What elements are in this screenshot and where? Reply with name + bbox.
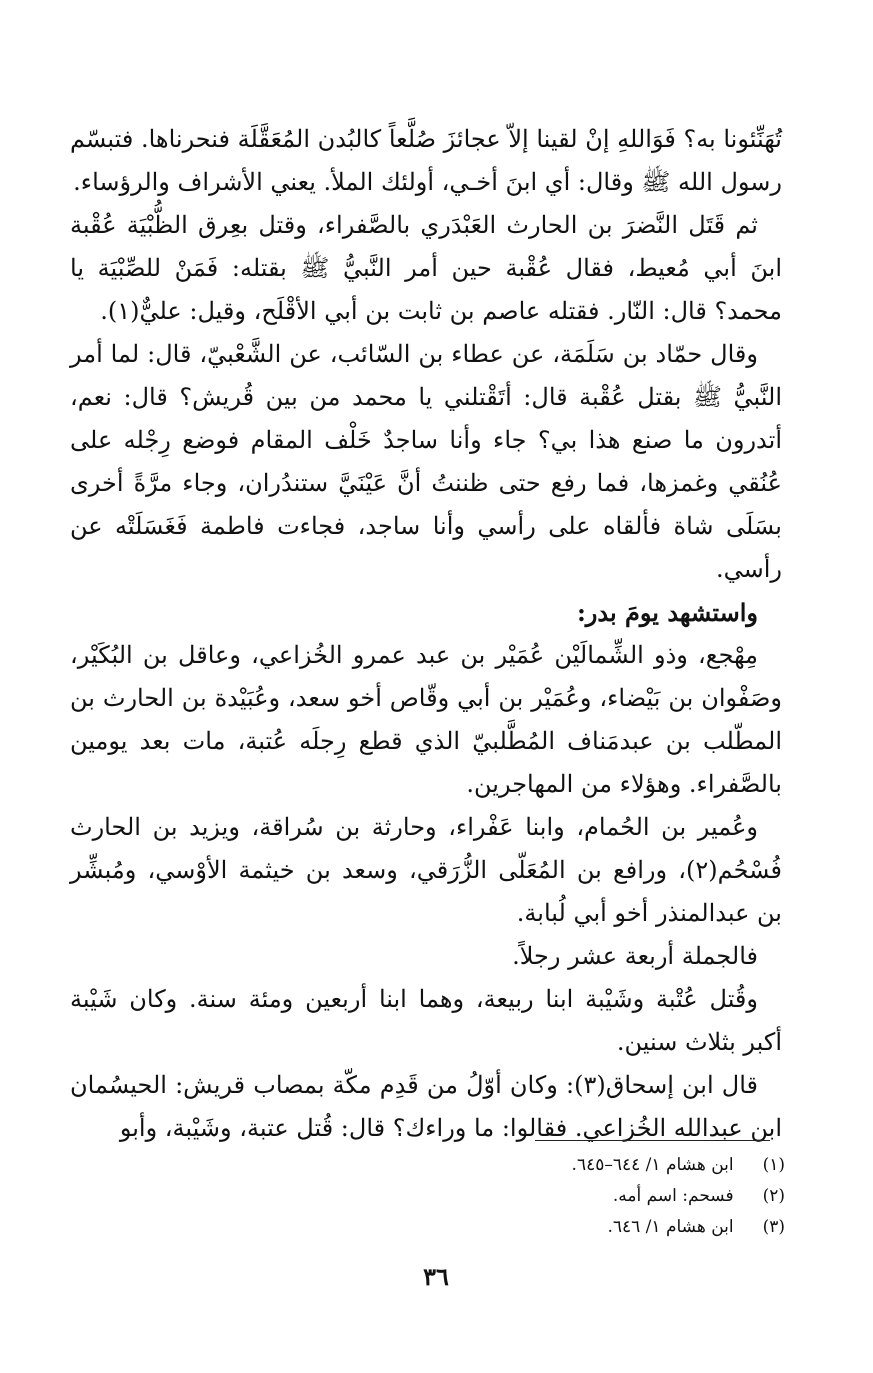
footnote-text: فسحم: اسم أمه.: [612, 1186, 734, 1206]
page-number: ٣٦: [423, 1262, 449, 1291]
section-heading: واستشهد يومَ بدر:: [576, 598, 758, 627]
footnote-text: ابن هشام ١/ ٦٤٦.: [607, 1217, 734, 1237]
footnote-number: (٣): [762, 1217, 785, 1237]
footnote-1: [420, 1150, 785, 1181]
paragraph-6: فالجملة أربعة عشر رجلاً.: [512, 942, 758, 970]
paragraph-1: تُهَنِّئونا به؟ فَوَاللهِ إنْ لقينا إلاّ عجائزَ صُلَّعاً كالبُدن المُعَقَّلَة فنحرناها. فتبسّم رسول الله ﷺ وقال: أي ابنَ أخـي، أولئك الملأ. يعني الأشراف والرؤساء.: [70, 125, 782, 196]
footnote-2: [420, 1181, 785, 1212]
footnotes: [420, 1150, 785, 1243]
footnote-divider: [535, 1140, 770, 1141]
paragraph-4: مِهْجع، وذو الشِّمالَيْن عُمَيْر بن عبد عمرو الخُزاعي، وعاقل بن البُكَيْر، وصَفْوان بن بَيْضاء، وعُمَيْر بن أبي وقّاص أخو سعد، وعُبَيْدة بن الحارث بن المطّلب بن عبدمَناف المُطَّلبيّ الذي قطع رِجلَه عُتبة، مات بعد يومين بالصَّفراء. وهؤلاء من المهاجرين.: [70, 641, 782, 798]
footnote-number: (٢): [762, 1186, 785, 1206]
paragraph-2: ثم قَتَل النَّضرَ بن الحارث العَبْدَري بالصَّفراء، وقتل بعِرق الظُّبْيَة عُقْبة ابنَ أبي مُعيط، فقال عُقْبة حين أمر النَّبيُّ ﷺ بقتله: فَمَنْ للصِّبْيَة يا محمد؟ قال: النّار. فقتله عاصم بن ثابت بن أبي الأقْلَح، وقيل: عليٌّ(١).: [70, 211, 782, 325]
paragraph-5: وعُمير بن الحُمام، وابنا عَفْراء، وحارثة بن سُراقة، ويزيد بن الحارث فُسْحُم(٢)، ورافع بن المُعَلّى الزُّرَقي، وسعد بن خيثمة الأوْسي، ومُبشِّر بن عبدالمنذر أخو أبي لُبابة.: [70, 813, 782, 927]
paragraph-8: قال ابن إسحاق(٣): وكان أوّلُ من قَدِم مكّة بمصاب قريش: الحيسُمان ابن عبدالله الخُزاعي. فقالوا: ما وراءك؟ قال: قُتل عتبة، وشَيْبة، وأبو: [70, 1071, 782, 1142]
footnote-number: (١): [762, 1155, 785, 1175]
page-body: [70, 118, 782, 1150]
footnote-text: ابن هشام ١/ ٦٤٤–٦٤٥.: [571, 1155, 734, 1175]
paragraph-3: وقال حمّاد بن سَلَمَة، عن عطاء بن السّائب، عن الشَّعْبيّ، قال: لما أمر النَّبيُّ ﷺ بقتل عُقْبة قال: أتَقْتلني يا محمد من بين قُريش؟ قال: نعم، أتدرون ما صنع هذا بي؟ جاء وأنا ساجدٌ خَلْف المقام فوضع رِجْله على عُنُقي وغمزها، فما رفع حتى ظننتُ أنَّ عَيْنَيَّ ستندُران، وجاء مرَّةً أخرى بسَلَى شاة فألقاه على رأسي وأنا ساجد، فجاءت فاطمة فَغَسَلَتْه عن رأسي.: [70, 340, 782, 583]
footnote-3: [420, 1212, 785, 1243]
paragraph-7: وقُتل عُتْبة وشَيْبة ابنا ربيعة، وهما ابنا أربعين ومئة سنة. وكان شَيْبة أكبر بثلاث سنين.: [70, 985, 782, 1056]
